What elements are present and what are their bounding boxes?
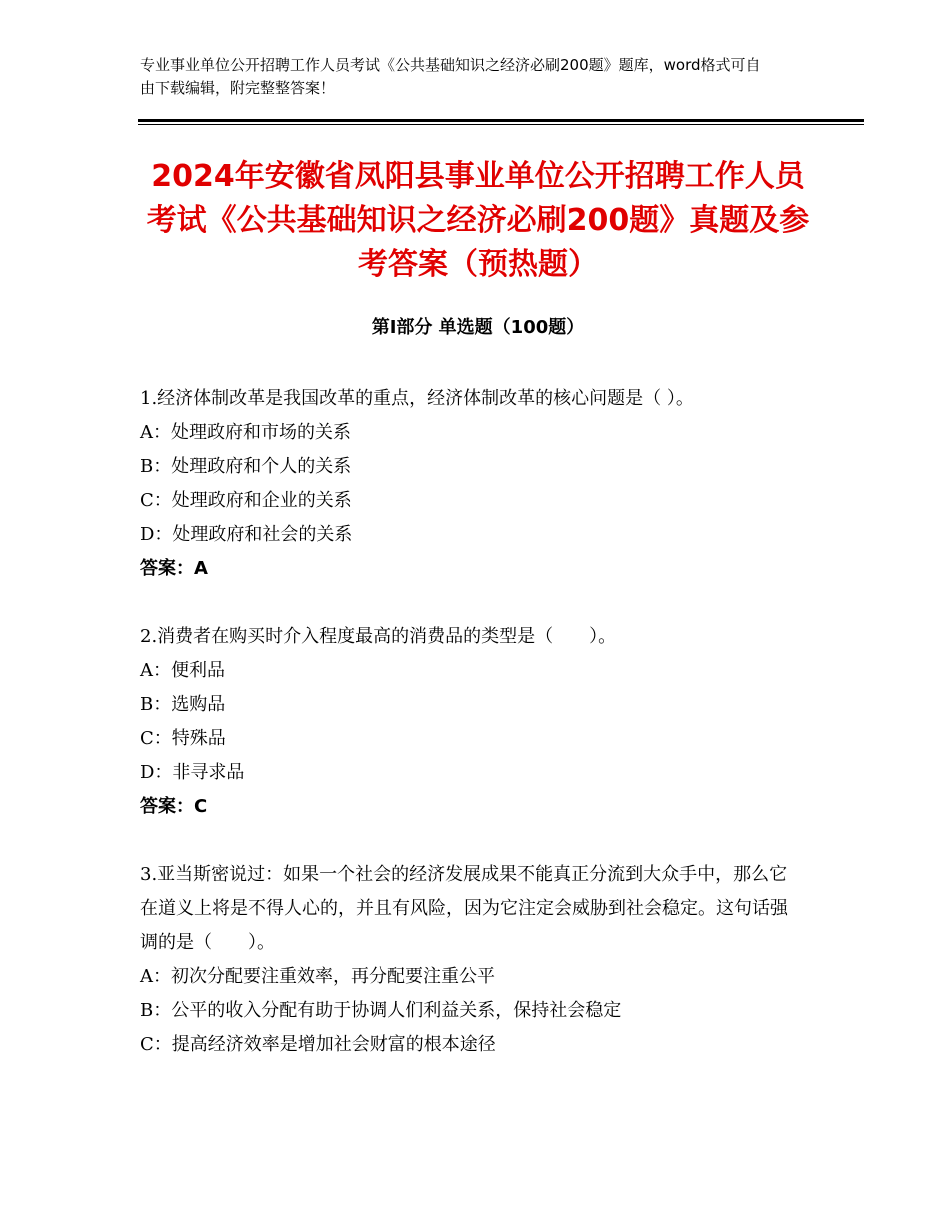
section-heading: 第Ⅰ部分 单选题（100题） bbox=[371, 317, 585, 338]
answer: 答案：A bbox=[140, 558, 208, 579]
question-1 bbox=[140, 382, 820, 586]
document-title: 2024年安徽省凤阳县事业单位公开招聘工作人员考试《公共基础知识之经济必刷200题》真题及参考答案（预热题） bbox=[146, 159, 810, 282]
option-a: A：处理政府和市场的关系 bbox=[140, 422, 351, 443]
question-list bbox=[140, 382, 820, 1096]
option-b: B：公平的收入分配有助于协调人们利益关系，保持社会稳定 bbox=[140, 1000, 622, 1021]
option-a: A：便利品 bbox=[140, 660, 225, 681]
question-stem: 1.经济体制改革是我国改革的重点，经济体制改革的核心问题是（ ）。 bbox=[140, 388, 694, 409]
option-b: B：处理政府和个人的关系 bbox=[140, 456, 352, 477]
option-c: C：提高经济效率是增加社会财富的根本途径 bbox=[140, 1034, 496, 1055]
option-d: D：处理政府和社会的关系 bbox=[140, 524, 353, 545]
question-stem: 2.消费者在购买时介入程度最高的消费品的类型是（ ）。 bbox=[140, 626, 617, 647]
option-a: A：初次分配要注重效率，再分配要注重公平 bbox=[140, 966, 495, 987]
option-d: D：非寻求品 bbox=[140, 762, 245, 783]
question-stem: 3.亚当斯密说过：如果一个社会的经济发展成果不能真正分流到大众手中，那么它在道义上将是不得人心的，并且有风险，因为它注定会威胁到社会稳定。这句话强调的是（ ）。 bbox=[140, 864, 788, 953]
option-b: B：选购品 bbox=[140, 694, 226, 715]
header-divider-thick bbox=[138, 119, 864, 122]
header-note: 专业事业单位公开招聘工作人员考试《公共基础知识之经济必刷200题》题库，word格式可自由下载编辑，附完整整答案！ bbox=[140, 56, 761, 97]
answer: 答案：C bbox=[140, 796, 208, 817]
option-c: C：处理政府和企业的关系 bbox=[140, 490, 352, 511]
option-c: C：特殊品 bbox=[140, 728, 226, 749]
header-divider bbox=[138, 119, 864, 125]
question-3 bbox=[140, 858, 820, 1062]
question-2 bbox=[140, 620, 820, 824]
header-divider-thin bbox=[138, 124, 864, 125]
